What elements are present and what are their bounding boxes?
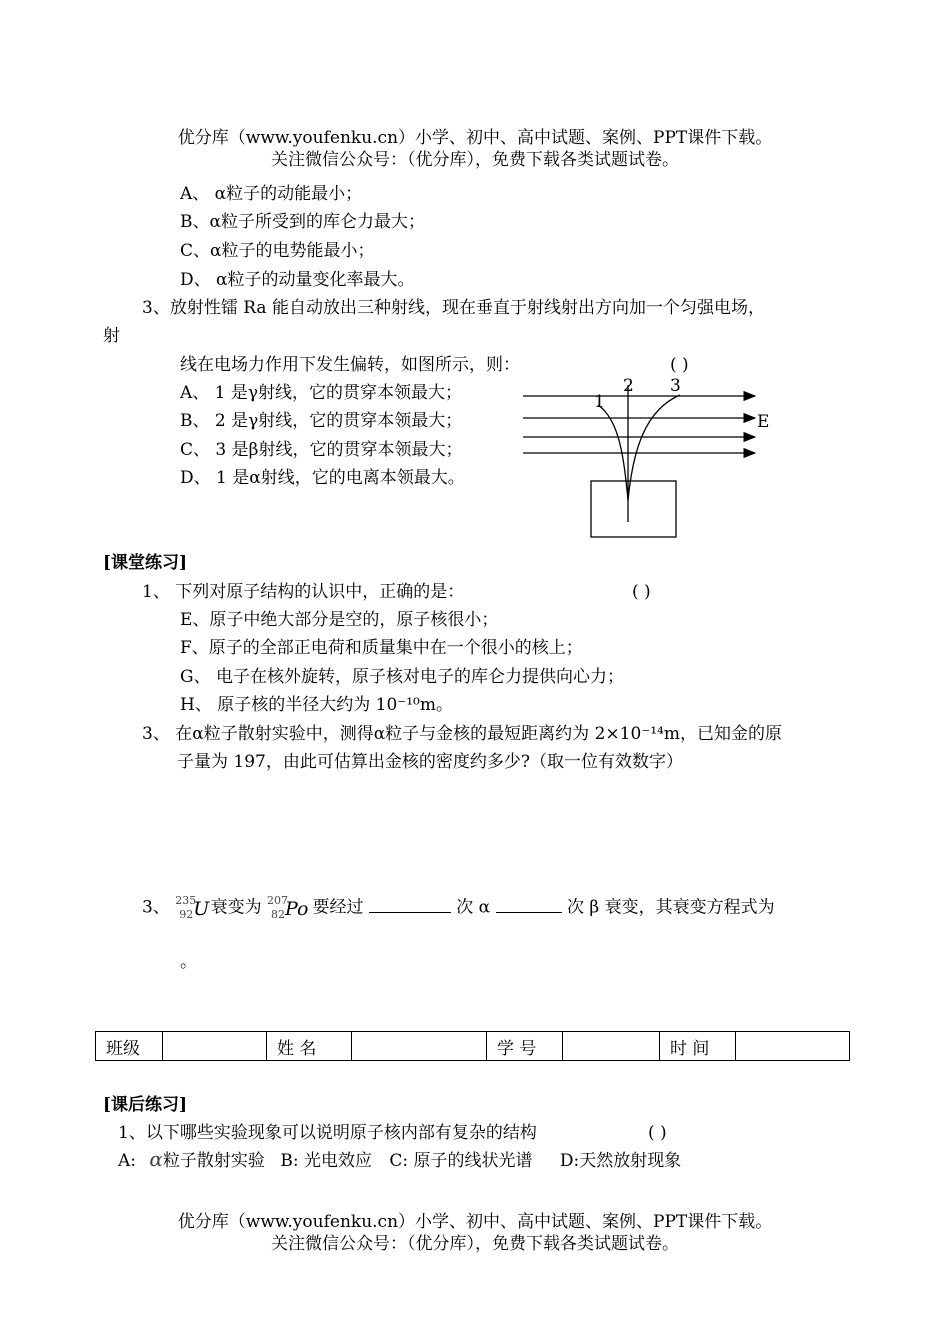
radiation-option-c: C、 3 是β射线，它的贯穿本领最大； — [180, 440, 463, 460]
time-label: 时 间 — [660, 1032, 736, 1061]
classroom-q2-line-2: 子量为 197，由此可估算出金核的密度约多少?（取一位有效数字） — [177, 752, 683, 772]
uranium-isotope: 235 92 U — [175, 894, 210, 921]
class-field[interactable] — [163, 1032, 267, 1061]
header-line-1: 优分库（www.youfenku.cn）小学、初中、高中试题、案例、PPT课件下载。 — [177, 128, 773, 148]
classroom-q3-text-3: 次 β 衰变，其衰变方程式为 — [566, 897, 775, 918]
classroom-q1-option-h: H、 原子核的半径大约为 10⁻¹⁰m。 — [180, 695, 453, 715]
footer-line-2: 关注微信公众号：（优分库），免费下载各类试题试卷。 — [271, 1234, 679, 1254]
radiation-deflection-figure — [0, 0, 950, 560]
ray-3-path — [628, 395, 680, 500]
classroom-q3-mid: 衰变为 — [210, 897, 262, 918]
prev-option-a: A、 α粒子的动能最小； — [180, 184, 363, 204]
field-label-e: E — [757, 412, 770, 432]
option-d: D:天然放射现象 — [559, 1151, 682, 1171]
classroom-q2-line-1: 3、 在α粒子散射实验中，测得α粒子与金核的最短距离约为 2×10⁻¹⁴m，已知金的原 — [142, 724, 782, 744]
footer-line-1: 优分库（www.youfenku.cn）小学、初中、高中试题、案例、PPT课件下载。 — [177, 1212, 773, 1232]
classroom-q1-paren: ( ) — [632, 582, 651, 602]
header-line-2: 关注微信公众号：（优分库），免费下载各类试题试卷。 — [271, 150, 679, 170]
radiation-question-line-2: 线在电场力作用下发生偏转，如图所示，则： — [180, 355, 520, 375]
classroom-q3-end: 。 — [180, 952, 197, 972]
student-info-table — [95, 1031, 850, 1061]
radiation-option-a: A、 1 是γ射线，它的贯穿本领最大； — [180, 383, 463, 403]
classroom-q1-option-f: F、原子的全部正电荷和质量集中在一个很小的核上； — [180, 638, 583, 658]
homework-q1-options — [118, 1147, 681, 1171]
id-label: 学 号 — [487, 1032, 563, 1061]
homework-title: [课后练习] — [103, 1095, 188, 1115]
time-field[interactable] — [736, 1032, 850, 1061]
homework-q1-paren: ( ) — [648, 1123, 667, 1143]
name-field[interactable] — [352, 1032, 487, 1061]
ray-label-2: 2 — [623, 376, 634, 396]
option-c: C: 原子的线状光谱 — [389, 1151, 533, 1171]
classroom-q3-text-1: 要经过 — [312, 897, 364, 918]
radiation-option-b: B、 2 是γ射线，它的贯穿本领最大； — [180, 411, 463, 431]
prev-option-c: C、α粒子的电势能最小； — [180, 241, 375, 261]
radiation-answer-paren: ( ) — [670, 355, 689, 375]
classroom-q3-line — [142, 894, 775, 922]
class-label: 班级 — [96, 1032, 163, 1061]
radiation-question-line-1b: 射 — [103, 326, 120, 346]
classroom-title: [课堂练习] — [103, 553, 188, 573]
classroom-q1-text: 1、 下列对原子结构的认识中，正确的是： — [142, 582, 465, 602]
id-field[interactable] — [563, 1032, 660, 1061]
name-label: 姓 名 — [267, 1032, 352, 1061]
option-a-text: 粒子散射实验 — [162, 1151, 265, 1171]
radiation-question-line-1: 3、放射性镭 Ra 能自动放出三种射线，现在垂直于射线射出方向加一个匀强电场， — [142, 298, 765, 318]
beta-count-blank[interactable] — [496, 912, 562, 913]
alpha-count-blank[interactable] — [369, 912, 451, 913]
ray-label-3: 3 — [670, 376, 681, 396]
classroom-q1-option-e: E、原子中绝大部分是空的，原子核很小； — [180, 610, 499, 630]
classroom-q3-text-2: 次 α — [456, 897, 491, 918]
ray-label-1: 1 — [594, 392, 605, 412]
prev-option-d: D、 α粒子的动量变化率最大。 — [180, 270, 415, 290]
radiation-option-d: D、 1 是α射线，它的电离本领最大。 — [180, 468, 465, 488]
radium-source-box — [591, 481, 676, 537]
option-a-label: A: — [118, 1151, 137, 1171]
prev-option-b: B、α粒子所受到的库仑力最大； — [180, 212, 425, 232]
alpha-symbol: α — [149, 1147, 163, 1171]
homework-q1-text: 1、以下哪些实验现象可以说明原子核内部有复杂的结构 — [118, 1123, 537, 1143]
polonium-isotope: 207 82 Po — [267, 894, 309, 921]
option-b: B: 光电效应 — [280, 1151, 372, 1171]
classroom-q3-prefix: 3、 — [142, 897, 170, 918]
classroom-q1-option-g: G、 电子在核外旋转，原子核对电子的库仑力提供向心力； — [180, 667, 624, 687]
